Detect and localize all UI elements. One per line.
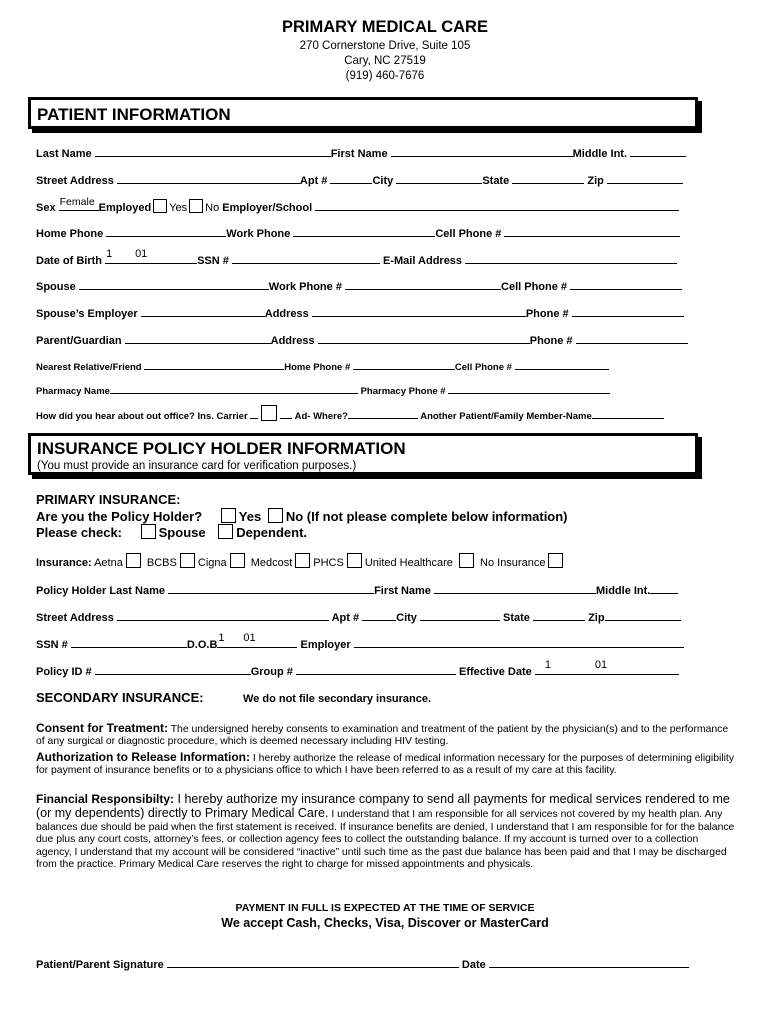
patient-name-row xyxy=(36,146,686,160)
signature-label: Patient/Parent Signature xyxy=(36,959,164,971)
holder-middle-field[interactable] xyxy=(650,583,678,594)
insurance-section-header xyxy=(28,433,698,475)
referral-ins-carrier-checkbox[interactable] xyxy=(261,405,277,421)
policy-id-row xyxy=(36,659,679,678)
effective-date-field[interactable] xyxy=(535,659,679,675)
dob-day-value: 01 xyxy=(135,248,148,260)
referral-line-b xyxy=(280,408,292,419)
carrier-medcost-checkbox[interactable] xyxy=(295,553,310,568)
holder-ssn-label: SSN # xyxy=(36,639,68,651)
holder-employer-label: Employer xyxy=(300,639,351,651)
spouse-employer-row xyxy=(36,306,684,320)
insurance-label: Insurance: xyxy=(36,557,92,569)
relative-label: Nearest Relative/Friend xyxy=(36,362,142,373)
spouse-employer-field[interactable] xyxy=(141,306,265,317)
policy-holder-no-checkbox[interactable] xyxy=(268,508,283,523)
pharmacy-row xyxy=(36,383,610,397)
employed-yes-label: Yes xyxy=(169,202,188,214)
practice-address-line1: 270 Cornerstone Drive, Suite 105 xyxy=(299,40,471,52)
last-name-label: Last Name xyxy=(36,148,92,160)
last-name-field[interactable] xyxy=(95,146,331,157)
holder-dob-label: D.O.B xyxy=(186,639,218,651)
signature-row xyxy=(36,957,689,971)
spouse-work-phone-field[interactable] xyxy=(345,279,501,290)
zip-label: Zip xyxy=(587,175,604,187)
relationship-dependent-checkbox[interactable] xyxy=(218,524,233,539)
date-label: Date xyxy=(461,959,486,971)
parent-phone-label: Phone # xyxy=(529,335,573,347)
carrier-bcbs-checkbox[interactable] xyxy=(180,553,195,568)
parent-address-label: Address xyxy=(270,335,315,347)
carrier-aetna-label: Aetna xyxy=(94,557,123,569)
cell-phone-field[interactable] xyxy=(504,226,680,237)
patient-section-title: PATIENT INFORMATION xyxy=(37,105,231,124)
effective-month-value: 1 xyxy=(544,659,551,671)
holder-street-label: Street Address xyxy=(36,612,114,624)
effective-day-value: 01 xyxy=(594,659,608,671)
policy-holder-question-row xyxy=(36,508,568,524)
dob-month-value: 1 xyxy=(106,248,113,260)
dob-field[interactable] xyxy=(105,248,197,264)
relationship-spouse-label: Spouse xyxy=(158,525,206,540)
spouse-address-field[interactable] xyxy=(312,306,526,317)
zip-field[interactable] xyxy=(607,173,683,184)
authorization-text: I hereby authorize the release of medical information necessary for the purposes of determining eligibility for payment of insurance benefits or to a physicians office to which I have been referred to as a result of my care at this facility. xyxy=(36,753,735,777)
parent-row xyxy=(36,333,688,347)
pharmacy-phone-label: Pharmacy Phone # xyxy=(360,386,446,397)
insurance-section-subtitle: (You must provide an insurance card for verification purposes.) xyxy=(37,460,357,472)
dob-label: Date of Birth xyxy=(36,255,102,267)
holder-state-field[interactable] xyxy=(533,610,585,621)
employed-yes-checkbox[interactable] xyxy=(153,199,167,213)
insurance-section-title: INSURANCE POLICY HOLDER INFORMATION xyxy=(37,439,406,458)
relationship-dependent-label: Dependent. xyxy=(236,525,308,540)
relationship-row xyxy=(36,524,307,540)
patient-phone-row xyxy=(36,226,680,240)
spouse-field[interactable] xyxy=(79,279,269,290)
spouse-row xyxy=(36,279,682,293)
spouse-phone-label: Phone # xyxy=(525,308,569,320)
relative-cell-phone-field[interactable] xyxy=(515,359,609,370)
spouse-label: Spouse xyxy=(36,281,76,293)
relative-cell-phone-label: Cell Phone # xyxy=(454,362,512,373)
group-label: Group # xyxy=(250,666,293,678)
referral-other-field[interactable] xyxy=(592,408,664,419)
policy-id-label: Policy ID # xyxy=(36,666,92,678)
spouse-employer-label: Spouse’s Employer xyxy=(36,308,138,320)
holder-zip-label: Zip xyxy=(588,612,605,624)
ssn-field[interactable] xyxy=(232,253,380,264)
holder-middle-label: Middle Int. xyxy=(595,585,651,597)
holder-city-field[interactable] xyxy=(420,610,500,621)
carrier-cigna-checkbox[interactable] xyxy=(230,553,245,568)
signature-field[interactable] xyxy=(167,957,459,968)
referral-line-a xyxy=(250,408,258,419)
financial-text-detail: I understand that I am responsible for all services not covered by my health plan. Any balances due should be paid when the first statement is received. If insurance benefits are denied, I understand that I am responsible for for the balance due plus any court costs, attorney’s fees, or collection agency fees to collect the outstanding balance. If my account is turned over to a collection agency, I understand that my account will be considered “inactive” until such time as the past due balance has been paid and that I may be discharged from the practice. Primary Medical Care reserves the right to charge for missed appointments and physicals. xyxy=(36,809,735,871)
street-label: Street Address xyxy=(36,175,114,187)
holder-dob-month-value: 1 xyxy=(218,632,225,644)
holder-dob-day-value: 01 xyxy=(243,632,256,644)
carrier-none-label: No Insurance xyxy=(480,557,546,569)
policy-id-field[interactable] xyxy=(95,664,251,675)
state-field[interactable] xyxy=(512,173,584,184)
patient-address-row xyxy=(36,173,683,187)
pharmacy-label: Pharmacy Name xyxy=(36,386,110,397)
spouse-cell-phone-label: Cell Phone # xyxy=(501,281,568,293)
holder-employer-field[interactable] xyxy=(354,637,684,648)
cell-phone-label: Cell Phone # xyxy=(435,228,502,240)
policy-holder-no-label: No (If not please complete below information) xyxy=(285,509,568,524)
referral-ad-label: Ad- Where? xyxy=(294,411,348,422)
employer-school-field[interactable] xyxy=(315,200,679,211)
consent-treatment-heading: Consent for Treatment: xyxy=(36,721,169,735)
consent-treatment-text: The undersigned hereby consents to examination and treatment of the patient by the physician(s) and to the performance of any surgical or diagnostic procedure, which is deemed necessary including HIV testing. xyxy=(36,724,729,748)
holder-name-row xyxy=(36,583,678,597)
carrier-none-checkbox[interactable] xyxy=(548,553,563,568)
home-phone-field[interactable] xyxy=(106,226,226,237)
patient-section-header xyxy=(28,97,698,129)
financial-paragraph xyxy=(36,793,736,871)
holder-first-name-field[interactable] xyxy=(434,583,596,594)
referral-ad-field[interactable] xyxy=(348,408,418,419)
carrier-medcost-label: Medcost xyxy=(250,557,293,569)
referral-label: How did you hear about out office? Ins. Carrier xyxy=(36,411,248,422)
effective-date-label: Effective Date xyxy=(459,666,532,678)
street-field[interactable] xyxy=(117,173,300,184)
spouse-work-phone-label: Work Phone # xyxy=(268,281,342,293)
email-label: E-Mail Address xyxy=(382,255,463,267)
patient-dob-row xyxy=(36,248,677,267)
authorization-paragraph xyxy=(36,751,736,778)
city-label: City xyxy=(372,175,394,187)
financial-heading: Financial Responsibilty: xyxy=(36,792,175,806)
employer-school-label: Employer/School xyxy=(222,202,313,214)
city-field[interactable] xyxy=(396,173,482,184)
holder-dob-field[interactable] xyxy=(217,632,297,648)
sex-value: Female xyxy=(59,196,95,208)
holder-apt-label: Apt # xyxy=(331,612,360,624)
referral-other-label: Another Patient/Family Member-Name xyxy=(420,411,592,422)
email-field[interactable] xyxy=(465,253,677,264)
holder-city-label: City xyxy=(396,612,417,624)
holder-last-name-field[interactable] xyxy=(168,583,374,594)
spouse-phone-field[interactable] xyxy=(572,306,684,317)
carrier-united-label: United Healthcare xyxy=(364,557,453,569)
accepted-payments: We accept Cash, Checks, Visa, Discover or MasterCard xyxy=(221,916,549,930)
policy-holder-yes-checkbox[interactable] xyxy=(221,508,236,523)
carrier-cigna-label: Cigna xyxy=(197,557,227,569)
carrier-united-checkbox[interactable] xyxy=(459,553,474,568)
policy-holder-question: Are you the Policy Holder? xyxy=(36,509,203,524)
holder-zip-field[interactable] xyxy=(605,610,681,621)
group-field[interactable] xyxy=(296,664,456,675)
relationship-spouse-checkbox[interactable] xyxy=(141,524,156,539)
first-name-label: First Name xyxy=(330,148,388,160)
parent-address-field[interactable] xyxy=(318,333,530,344)
holder-apt-field[interactable] xyxy=(362,610,396,621)
holder-ssn-row xyxy=(36,632,684,651)
please-check-label: Please check: xyxy=(36,525,123,540)
authorization-heading: Authorization to Release Information: xyxy=(36,750,251,764)
spouse-address-label: Address xyxy=(264,308,309,320)
primary-insurance-heading: PRIMARY INSURANCE: xyxy=(36,492,181,507)
pharmacy-phone-field[interactable] xyxy=(448,383,610,394)
parent-label: Parent/Guardian xyxy=(36,335,122,347)
holder-ssn-field[interactable] xyxy=(71,637,187,648)
carrier-aetna-checkbox[interactable] xyxy=(126,553,141,568)
relative-row xyxy=(36,359,609,373)
parent-phone-field[interactable] xyxy=(576,333,688,344)
carrier-phcs-label: PHCS xyxy=(313,557,344,569)
middle-initial-label: Middle Int. xyxy=(572,148,628,160)
relative-field[interactable] xyxy=(144,359,284,370)
pharmacy-field[interactable] xyxy=(110,383,358,394)
referral-row xyxy=(36,405,664,422)
financial-text-primary: I hereby authorize my insurance company to send all payments for medical services rendered to me (or my dependents) directly to Primary Medical Care. xyxy=(36,792,730,821)
holder-last-name-label: Policy Holder Last Name xyxy=(36,585,165,597)
employed-no-label: No xyxy=(205,202,220,214)
work-phone-label: Work Phone xyxy=(226,228,291,240)
relative-home-phone-field[interactable] xyxy=(353,359,455,370)
practice-phone: (919) 460-7676 xyxy=(345,70,425,82)
middle-initial-field[interactable] xyxy=(630,146,686,157)
work-phone-field[interactable] xyxy=(293,226,435,237)
relative-home-phone-label: Home Phone # xyxy=(284,362,351,373)
carrier-bcbs-label: BCBS xyxy=(146,557,177,569)
holder-first-name-label: First Name xyxy=(374,585,431,597)
consent-treatment-paragraph xyxy=(36,722,736,749)
spouse-cell-phone-field[interactable] xyxy=(570,279,682,290)
holder-address-row xyxy=(36,610,681,624)
sex-field[interactable] xyxy=(59,196,99,211)
practice-title: PRIMARY MEDICAL CARE xyxy=(282,18,488,36)
sex-label: Sex xyxy=(36,202,56,214)
patient-sex-employment-row xyxy=(36,196,679,214)
state-label: State xyxy=(482,175,510,187)
date-field[interactable] xyxy=(489,957,689,968)
policy-holder-yes-label: Yes xyxy=(238,509,262,524)
apt-label: Apt # xyxy=(299,175,328,187)
ssn-label: SSN # xyxy=(197,255,229,267)
home-phone-label: Home Phone xyxy=(36,228,104,240)
holder-street-field[interactable] xyxy=(117,610,329,621)
employed-no-checkbox[interactable] xyxy=(189,199,203,213)
parent-field[interactable] xyxy=(125,333,271,344)
holder-state-label: State xyxy=(503,612,530,624)
employed-label: Employed xyxy=(98,202,152,214)
secondary-insurance-heading: SECONDARY INSURANCE: xyxy=(36,690,204,705)
first-name-field[interactable] xyxy=(391,146,573,157)
practice-address-line2: Cary, NC 27519 xyxy=(344,55,426,67)
apt-field[interactable] xyxy=(330,173,372,184)
carrier-phcs-checkbox[interactable] xyxy=(347,553,362,568)
payment-notice: PAYMENT IN FULL IS EXPECTED AT THE TIME OF SERVICE xyxy=(235,902,535,914)
insurance-carrier-row xyxy=(36,553,566,569)
secondary-insurance-note: We do not file secondary insurance. xyxy=(243,693,432,705)
